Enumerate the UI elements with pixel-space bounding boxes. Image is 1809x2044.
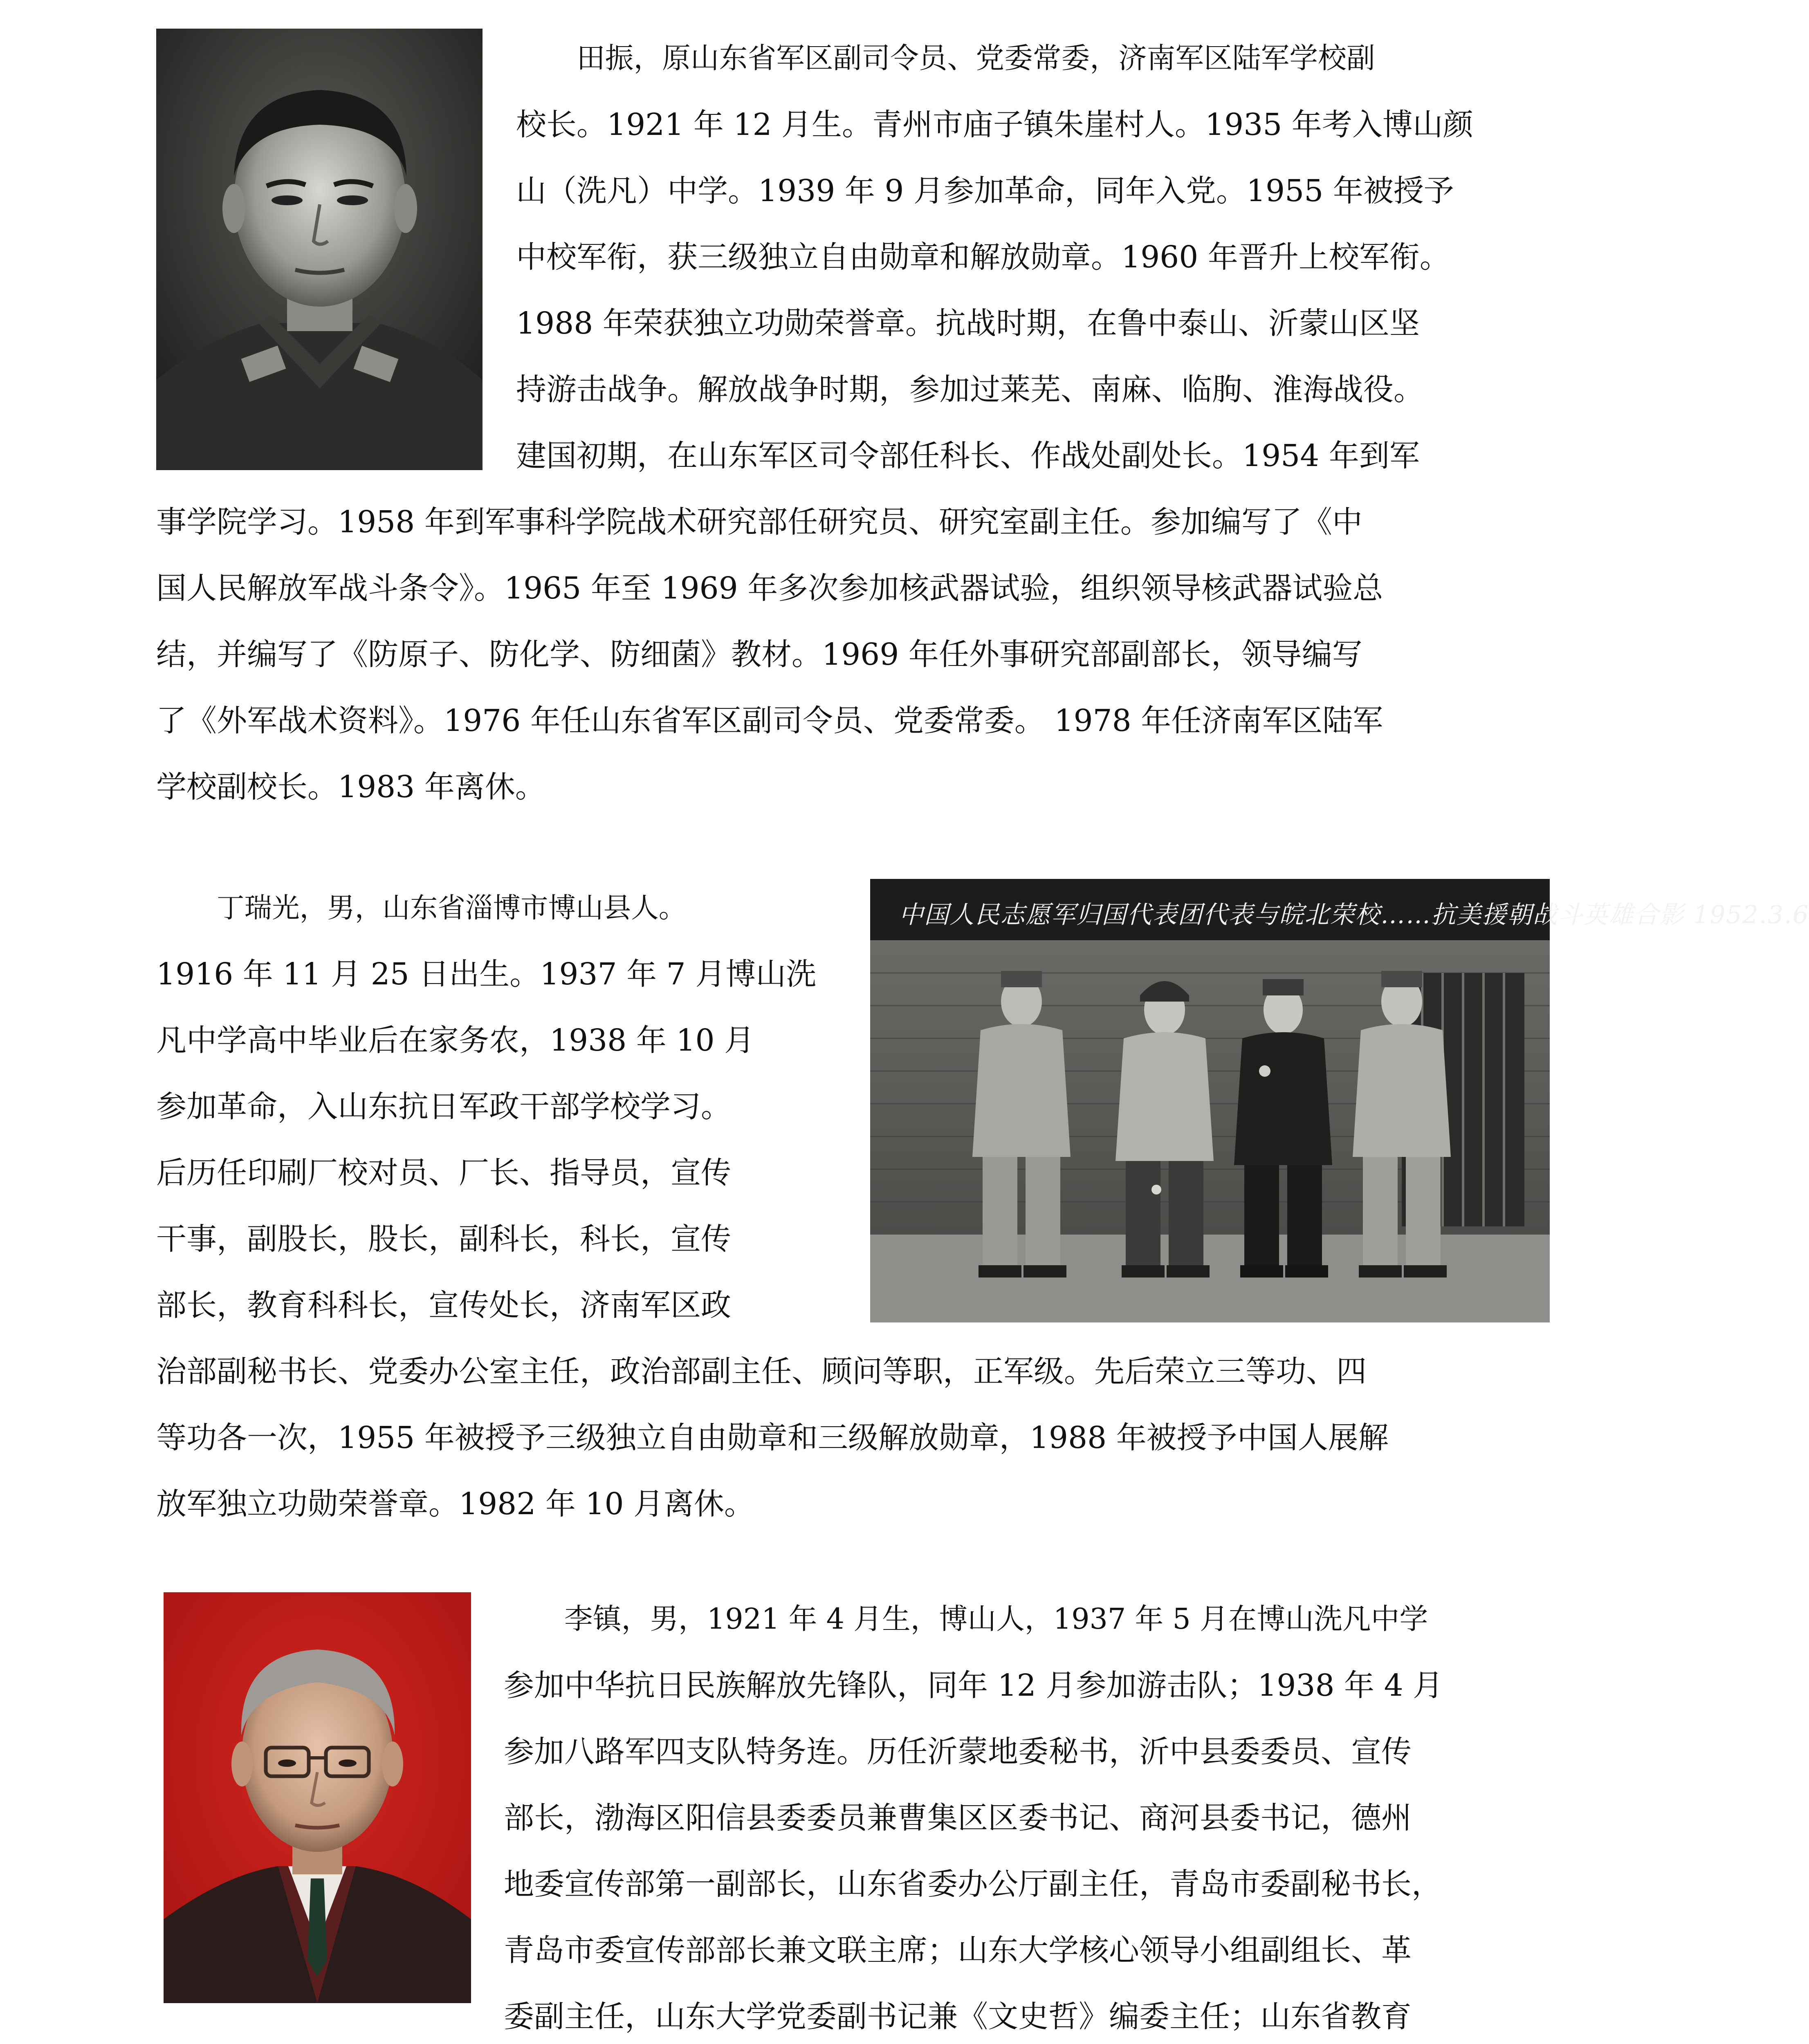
- text-line: 部长，教育科科长，宣传处长，济南军区政: [156, 1288, 731, 1323]
- text-line: 1916 年 11 月 25 日出生。1937 年 7 月博山洗: [156, 957, 817, 992]
- text-line: 部长，渤海区阳信县委委员兼曹集区区委书记、商河县委书记，德州: [504, 1800, 1412, 1836]
- text-line: 国人民解放军战斗条令》。1965 年至 1969 年多次参加核武器试验，组织领导核武器试验总: [156, 571, 1383, 606]
- group-photo: [870, 879, 1809, 1322]
- portrait-image: [156, 29, 483, 470]
- text-line: 治部副秘书长、党委办公室主任，政治部副主任、顾问等职，正军级。先后荣立三等功、四: [156, 1354, 1367, 1389]
- biography-ding-ruiguang-full: [156, 1338, 1569, 1537]
- text-line: 1988 年荣获独立功勋荣誉章。抗战时期，在鲁中泰山、沂蒙山区坚: [516, 306, 1420, 341]
- group-photo-image: [870, 879, 1809, 1322]
- text-line: 中校军衔，获三级独立自由勋章和解放勋章。1960 年晋升上校军衔。: [516, 240, 1450, 275]
- text-line: 放军独立功勋荣誉章。1982 年 10 月离休。: [156, 1486, 755, 1522]
- text-line: 学校副校长。1983 年离休。: [156, 769, 545, 805]
- text-line: 建国初期，在山东军区司令部任科长、作战处副处长。1954 年到军: [516, 438, 1420, 473]
- text-line: 校长。1921 年 12 月生。青州市庙子镇朱崖村人。1935 年考入博山颜: [516, 107, 1473, 142]
- biography-li-zhen: [504, 1586, 1569, 1652]
- text-line: 委副主任，山东大学党委副书记兼《文史哲》编委主任；山东省教育: [504, 1999, 1412, 2034]
- text-line: 后历任印刷厂校对员、厂长、指导员，宣传: [156, 1155, 731, 1190]
- portrait-photo-li-zhen: [164, 1592, 471, 2003]
- text-line: 事学院学习。1958 年到军事科学院战术研究部任研究员、研究室副主任。参加编写了《中: [156, 504, 1362, 540]
- text-line: 参加中华抗日民族解放先锋队，同年 12 月参加游击队；1938 年 4 月: [504, 1668, 1443, 1703]
- group-photo-caption: 中国人民志愿军归国代表团代表与皖北荣校……抗美援朝战斗英雄合影 1952.3.6: [899, 901, 1809, 929]
- text-line: 参加革命，入山东抗日军政干部学校学习。: [156, 1089, 731, 1124]
- text-line: 青岛市委宣传部部长兼文联主席；山东大学核心领导小组副组长、革: [504, 1933, 1412, 1968]
- text-line: 山（洗凡）中学。1939 年 9 月参加革命，同年入党。1955 年被授予: [516, 173, 1454, 208]
- biography-ding-ruiguang-wrapped: [156, 941, 851, 1338]
- text-line: 李镇，男，1921 年 4 月生，博山人，1937 年 5 月在博山洗凡中学: [564, 1602, 1428, 1636]
- portrait-photo-tian-zhen: [156, 29, 483, 470]
- text-line: 结，并编写了《防原子、防化学、防细菌》教材。1969 年任外事研究部副部长，领导编写: [156, 637, 1362, 672]
- biography-tian-zhen-wrapped: [516, 92, 1569, 489]
- text-line: 等功各一次，1955 年被授予三级独立自由勋章和三级解放勋章，1988 年被授予中国人展解: [156, 1420, 1389, 1455]
- text-line: 持游击战争。解放战争时期，参加过莱芜、南麻、临朐、淮海战役。: [516, 372, 1424, 407]
- text-line: 干事，副股长，股长，副科长，科长，宣传: [156, 1221, 731, 1257]
- portrait-image: [164, 1592, 471, 2003]
- text-line: 了《外军战术资料》。1976 年任山东省军区副司令员、党委常委。 1978 年任济南军区陆军: [156, 703, 1383, 738]
- biography-tian-zhen: [516, 25, 1569, 92]
- text-line: 凡中学高中毕业后在家务农，1938 年 10 月: [156, 1023, 755, 1058]
- text-line: 丁瑞光，男，山东省淄博市博山县人。: [217, 892, 687, 924]
- biography-ding-ruiguang: [156, 875, 851, 941]
- biography-tian-zhen-full: [156, 489, 1569, 820]
- text-line: 地委宣传部第一副部长，山东省委办公厅副主任，青岛市委副秘书长，: [504, 1867, 1442, 1902]
- biography-li-zhen-wrapped: [504, 1652, 1569, 2044]
- text-line: 参加八路军四支队特务连。历任沂蒙地委秘书，沂中县委委员、宣传: [504, 1734, 1412, 1769]
- text-line: 田振，原山东省军区副司令员、党委常委，济南军区陆军学校副: [577, 42, 1375, 75]
